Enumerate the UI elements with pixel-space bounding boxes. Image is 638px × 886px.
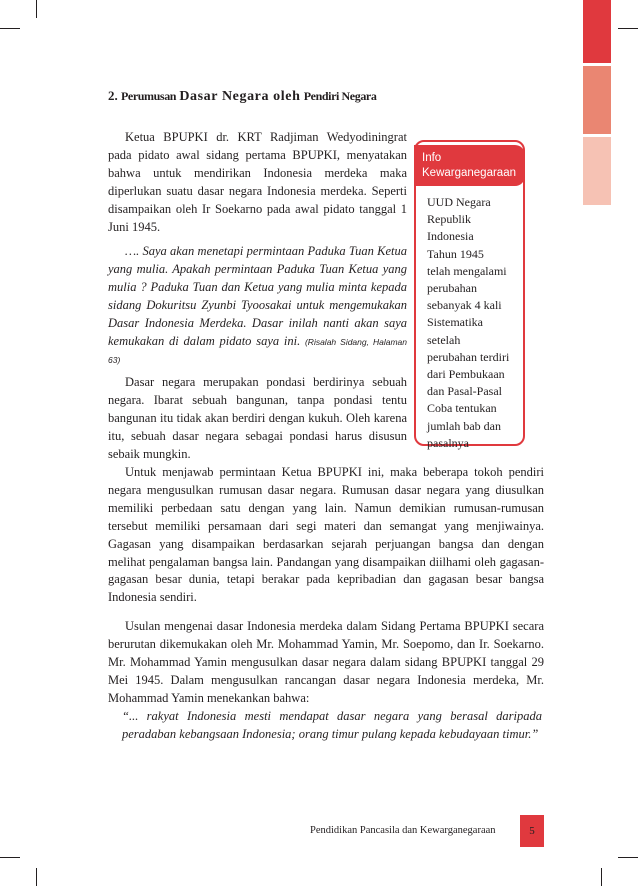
paragraph-2-quote (108, 243, 407, 370)
crop-mark (36, 0, 37, 18)
section-heading (108, 88, 376, 105)
chapter-tab-mid (583, 66, 611, 134)
paragraph-5: Usulan mengenai dasar Indonesia merdeka dalam Sidang Pertama BPUPKI secara berurutan dikemukakan oleh Mr. Mohammad Yamin, Mr. Soepomo, dan Ir. Soekarno. Mr. Mohammad Yamin mengusulkan dasar negara dalam sidang BPUPKI tanggal 29 Mei 1945. Dalam mengusulkan rancangan dasar negara Indonesia merdeka, Mr. Mohammad Yamin menekankan bahwa: (108, 619, 544, 705)
footer-book-title: Pendidikan Pancasila dan Kewarganegaraan (310, 825, 496, 836)
speech-quote: …. Saya akan menetapi permintaan Paduka Tuan Ketua yang mulia. Apakah permintaan Paduka Tuan Ketua yang mulia ? Paduka Tuan dan Ketua yang mulia minta kepada sidang Dokuritsu Zyunbi Tyoosakai untuk mengemukakan Dasar Indonesia Merdeka. Dasar inilah nanti akan saya kemukakan di dalam pidato saya ini. (108, 244, 407, 348)
page-number: 5 (529, 825, 535, 837)
yamin-quote: “... rakyat Indonesia mesti mendapat dasar negara yang berasal daripada peradaban kebangsaan Indonesia; orang timur pulang kepada kebudayaan timur.” (122, 709, 542, 741)
chapter-tab-dark (583, 0, 611, 63)
paragraph-3: Dasar negara merupakan pondasi berdirinya sebuah negara. Ibarat sebuah bangunan, tanpa pondasi tentu bangunan itu tidak akan berdiri dengan kukuh. Oleh karena itu, sebuah dasar negara sebagai pondasi harus disusun sebaik mungkin. (108, 375, 407, 461)
info-box-title (414, 145, 525, 186)
crop-mark (618, 28, 638, 29)
paragraph-1: Ketua BPUPKI dr. KRT Radjiman Wedyodiningrat pada pidato awal sidang pertama BPUPKI, menyatakan bahwa untuk mendirikan Indonesia merdeka maka diperlukan suatu dasar negara Indonesia merdeka. Seperti disampaikan oleh Ir Soekarno pada awal pidato tanggal 1 Juni 1945. (108, 130, 407, 234)
chapter-tab-light (583, 137, 611, 205)
heading-part3: Pendiri Negara (303, 89, 377, 103)
crop-mark (36, 868, 37, 886)
page-number-badge (520, 815, 544, 847)
info-title-line2: Kewarganegaraan (422, 167, 516, 179)
heading-part1: Perumusan (121, 89, 177, 103)
paragraph-4: Untuk menjawab permintaan Ketua BPUPKI ini, maka beberapa tokoh pendiri negara mengusulkan rumusan dasar negara. Rumusan dasar negara yang diusulkan memiliki perbedaan satu dengan yang lain. Namun demikian rumusan-rumusan tersebut memiliki persamaan dari segi materi dan semangat yang menjiwainya. Gagasan yang disampaikan berdasarkan sejarah perjuangan bangsa dan dengan melihat pengalaman bangsa lain. Pandangan yang disampaikan diilhami oleh gagasan-gagasan besar dunia, tetapi berakar pada kepribadian dan gagasan besar bangsa Indonesia sendiri. (108, 465, 544, 605)
info-title-line1: Info (422, 152, 442, 164)
crop-mark (0, 857, 20, 858)
crop-mark (601, 868, 602, 886)
heading-number: 2. (108, 88, 118, 103)
heading-part2: Dasar Negara oleh (179, 89, 301, 104)
crop-mark (0, 28, 20, 29)
citation: (Risalah Sidang, Halaman 63) (108, 336, 407, 366)
crop-mark (618, 857, 638, 858)
info-box-body: UUD Negara Republik Indonesia Tahun 1945 telah mengalami perubahan sebanyak 4 kali Sistematika setelah perubahan terdiri dari Pembukaan dan Pasal-Pasal Coba tentukan jumlah bab dan pasalnya (427, 195, 510, 450)
